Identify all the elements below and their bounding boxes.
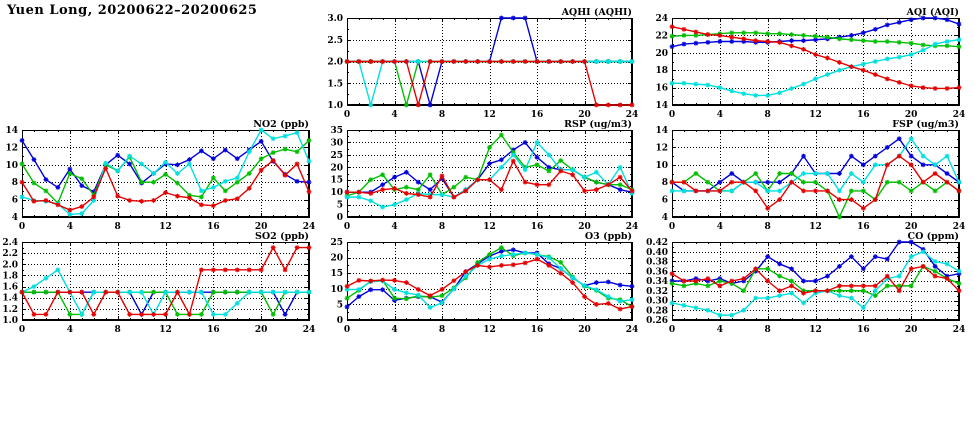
chart-aqhi (321, 5, 648, 121)
svg-text:0.42: 0.42 (646, 238, 668, 248)
chart-fsp (646, 117, 975, 233)
svg-text:1.2: 1.2 (2, 304, 18, 315)
svg-text:0: 0 (18, 222, 26, 232)
chart-co (646, 229, 975, 336)
svg-text:8: 8 (438, 325, 446, 335)
svg-text:16: 16 (857, 110, 870, 120)
svg-text:16: 16 (857, 222, 870, 232)
svg-text:24: 24 (952, 222, 966, 232)
svg-text:4: 4 (391, 222, 398, 232)
chart-aqi (646, 5, 975, 121)
chart-no2 (0, 117, 325, 233)
svg-text:16: 16 (530, 110, 544, 120)
svg-text:4: 4 (11, 213, 18, 223)
svg-text:16: 16 (655, 83, 668, 94)
svg-text:4: 4 (66, 325, 73, 335)
svg-text:20: 20 (578, 325, 591, 335)
svg-text:20: 20 (330, 163, 343, 174)
chart-o3 (321, 229, 648, 336)
svg-text:20: 20 (254, 222, 268, 232)
svg-text:14: 14 (655, 126, 668, 136)
svg-text:3.0: 3.0 (327, 14, 343, 24)
svg-text:24: 24 (625, 222, 639, 232)
svg-text:5: 5 (336, 200, 343, 211)
svg-text:0: 0 (668, 325, 676, 335)
svg-text:0: 0 (336, 316, 343, 326)
svg-text:35: 35 (330, 126, 343, 136)
svg-text:0: 0 (336, 213, 343, 223)
svg-text:0.36: 0.36 (646, 267, 668, 278)
svg-text:12: 12 (809, 222, 822, 232)
svg-text:CO (ppm): CO (ppm) (907, 231, 959, 242)
svg-text:1.4: 1.4 (2, 293, 18, 304)
svg-text:6: 6 (661, 195, 668, 206)
svg-text:8: 8 (764, 110, 771, 120)
svg-text:0: 0 (668, 222, 676, 232)
svg-text:0: 0 (18, 325, 26, 335)
svg-text:24: 24 (302, 325, 316, 335)
svg-text:8: 8 (438, 222, 446, 232)
svg-text:0: 0 (343, 222, 351, 232)
svg-text:O3 (ppb): O3 (ppb) (584, 231, 632, 242)
svg-text:16: 16 (207, 222, 220, 232)
svg-text:4: 4 (391, 110, 398, 120)
svg-text:12: 12 (483, 222, 496, 232)
svg-text:1.8: 1.8 (2, 271, 18, 282)
svg-text:8: 8 (661, 178, 668, 189)
svg-text:8: 8 (114, 325, 121, 335)
svg-text:12: 12 (159, 222, 172, 232)
svg-text:0.32: 0.32 (646, 286, 668, 297)
svg-text:4: 4 (716, 325, 723, 335)
svg-text:4: 4 (716, 222, 723, 232)
page-title: Yuen Long, 20200622–20200625 (7, 3, 258, 18)
svg-text:1.5: 1.5 (327, 79, 343, 90)
svg-text:20: 20 (330, 253, 343, 264)
svg-text:4: 4 (391, 325, 398, 335)
svg-text:5: 5 (336, 300, 343, 311)
svg-text:10: 10 (5, 160, 18, 171)
svg-text:12: 12 (809, 110, 822, 120)
svg-text:SO2 (ppb): SO2 (ppb) (255, 231, 309, 242)
svg-text:2.4: 2.4 (2, 238, 18, 248)
svg-text:2.0: 2.0 (2, 260, 18, 271)
svg-text:20: 20 (904, 222, 918, 232)
svg-text:1.0: 1.0 (327, 101, 343, 111)
svg-text:4: 4 (66, 222, 73, 232)
svg-text:16: 16 (207, 325, 220, 335)
svg-text:RSP (ug/m3): RSP (ug/m3) (564, 119, 632, 130)
svg-text:20: 20 (904, 110, 918, 120)
svg-text:0.34: 0.34 (646, 277, 668, 287)
svg-text:0.38: 0.38 (646, 257, 668, 268)
svg-text:8: 8 (764, 325, 771, 335)
svg-text:20: 20 (904, 325, 918, 335)
svg-text:24: 24 (302, 222, 316, 232)
svg-text:20: 20 (578, 222, 591, 232)
svg-text:0.28: 0.28 (646, 306, 668, 317)
svg-text:8: 8 (764, 222, 771, 232)
svg-text:24: 24 (625, 325, 639, 335)
svg-text:0.26: 0.26 (646, 316, 668, 326)
svg-text:10: 10 (330, 284, 343, 295)
svg-text:4: 4 (716, 110, 723, 120)
svg-text:30: 30 (330, 138, 343, 149)
svg-text:15: 15 (330, 175, 343, 186)
svg-text:AQI (AQI): AQI (AQI) (906, 7, 959, 18)
svg-text:1.0: 1.0 (2, 316, 18, 326)
svg-text:20: 20 (578, 110, 591, 120)
svg-text:12: 12 (655, 143, 668, 154)
svg-text:20: 20 (254, 325, 268, 335)
svg-text:14: 14 (655, 101, 668, 111)
svg-text:18: 18 (655, 66, 668, 77)
svg-text:8: 8 (438, 110, 446, 120)
svg-text:0.40: 0.40 (646, 247, 668, 258)
svg-text:12: 12 (483, 325, 496, 335)
svg-text:16: 16 (530, 222, 544, 232)
svg-text:24: 24 (952, 325, 966, 335)
chart-so2 (0, 229, 325, 336)
svg-text:24: 24 (625, 110, 639, 120)
svg-text:NO2 (ppb): NO2 (ppb) (253, 119, 309, 130)
svg-text:20: 20 (655, 48, 668, 59)
svg-text:0: 0 (343, 325, 351, 335)
svg-text:14: 14 (5, 126, 18, 136)
svg-text:8: 8 (11, 178, 18, 189)
svg-text:AQHI (AQHI): AQHI (AQHI) (561, 7, 632, 18)
svg-text:16: 16 (530, 325, 544, 335)
svg-text:2.0: 2.0 (327, 57, 343, 68)
svg-text:12: 12 (5, 143, 18, 154)
svg-text:10: 10 (655, 160, 668, 171)
svg-text:4: 4 (661, 213, 668, 223)
svg-text:12: 12 (809, 325, 822, 335)
svg-text:25: 25 (330, 238, 343, 248)
svg-text:FSP (ug/m3): FSP (ug/m3) (892, 119, 959, 130)
svg-text:1.6: 1.6 (2, 282, 18, 293)
svg-text:24: 24 (952, 110, 966, 120)
svg-text:2.2: 2.2 (2, 249, 18, 260)
chart-rsp (321, 117, 648, 233)
svg-text:2.5: 2.5 (327, 35, 343, 46)
svg-text:12: 12 (159, 325, 172, 335)
svg-text:16: 16 (857, 325, 870, 335)
svg-text:15: 15 (330, 269, 343, 280)
svg-text:10: 10 (330, 188, 343, 199)
svg-text:0: 0 (668, 110, 676, 120)
svg-text:0.30: 0.30 (646, 296, 668, 307)
svg-text:22: 22 (655, 31, 668, 42)
svg-text:12: 12 (483, 110, 496, 120)
svg-text:24: 24 (655, 14, 668, 24)
svg-text:6: 6 (11, 195, 18, 206)
svg-text:0: 0 (343, 110, 351, 120)
svg-text:8: 8 (114, 222, 121, 232)
svg-text:25: 25 (330, 150, 343, 161)
